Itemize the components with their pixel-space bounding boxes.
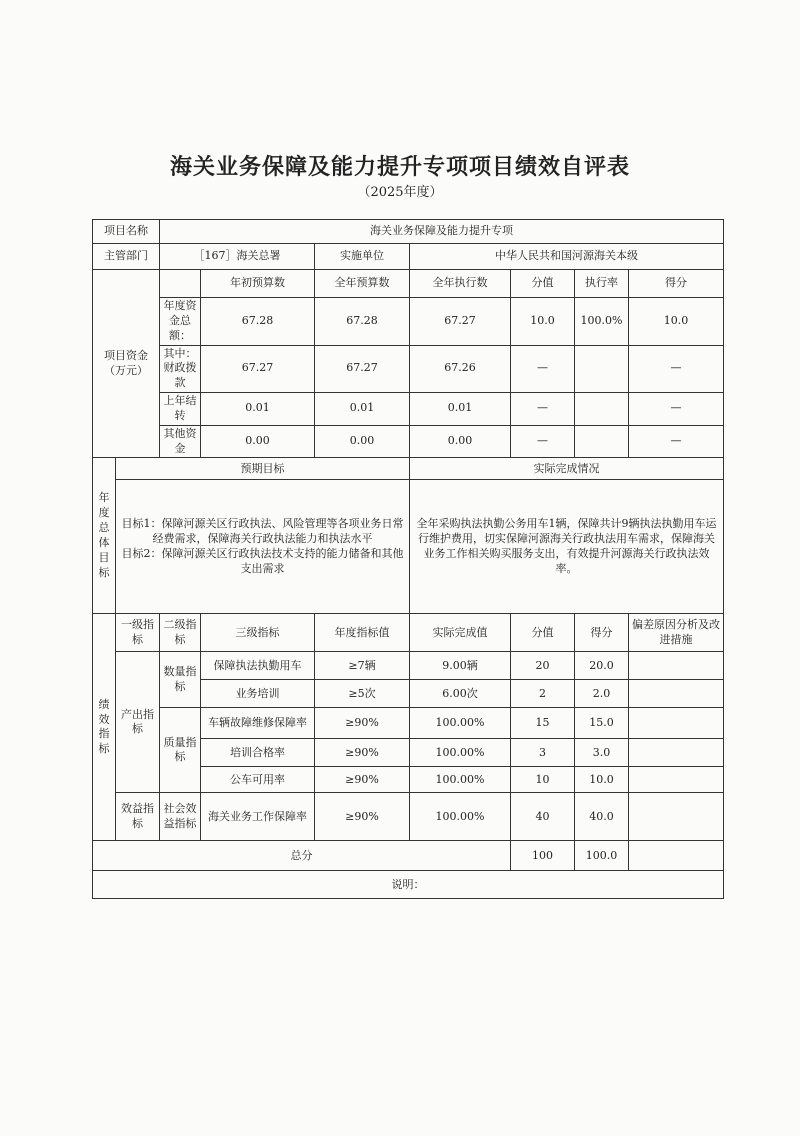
funds-cell: 0.00: [315, 425, 410, 458]
funds-row-name: 其中：财政拨款: [160, 345, 201, 393]
funds-cell: —: [629, 345, 724, 393]
funds-cell: —: [511, 345, 575, 393]
indicator-target: ≥90%: [315, 793, 410, 841]
remark-row: [93, 871, 724, 899]
funds-row: [93, 425, 724, 458]
indicator-header: 二级指标: [160, 614, 201, 652]
indicator-target: ≥90%: [315, 708, 410, 739]
evaluation-table: [92, 219, 724, 899]
department-row: [93, 244, 724, 270]
indicator-actual: 6.00次: [410, 680, 511, 708]
funds-cell: 10.0: [511, 298, 575, 346]
indicator-row: [93, 708, 724, 739]
funds-header: 分值: [511, 270, 575, 298]
funds-cell: [575, 345, 629, 393]
indicator-score: 40: [511, 793, 575, 841]
funds-cell: 67.27: [315, 345, 410, 393]
project-name-label: 项目名称: [93, 220, 160, 244]
funds-header: 全年执行数: [410, 270, 511, 298]
indicator-target: ≥7辆: [315, 652, 410, 680]
indicators-label: [93, 614, 116, 841]
funds-header: 全年预算数: [315, 270, 410, 298]
indicator-target: ≥5次: [315, 680, 410, 708]
indicator-got: 40.0: [575, 793, 629, 841]
funds-cell: 67.28: [315, 298, 410, 346]
indicator-got: 3.0: [575, 739, 629, 767]
indicator-name: 车辆故障维修保障率: [201, 708, 315, 739]
project-name-value: 海关业务保障及能力提升专项: [160, 220, 724, 244]
indicators-header-row: [93, 614, 724, 652]
funds-cell: 67.27: [410, 298, 511, 346]
funds-row: [93, 298, 724, 346]
social-benefit-indicators-label: 社会效益指标: [160, 793, 201, 841]
funds-header: 执行率: [575, 270, 629, 298]
implementing-unit-label: 实施单位: [315, 244, 410, 270]
indicator-target: ≥90%: [315, 739, 410, 767]
total-score: 100: [511, 841, 575, 871]
benefit-indicators-label: 效益指标: [116, 793, 160, 841]
annual-goals-label-text: 年度总体目标: [98, 491, 110, 579]
funds-cell: 0.01: [410, 393, 511, 426]
funds-cell: 0.00: [410, 425, 511, 458]
project-name-row: [93, 220, 724, 244]
indicator-header: 分值: [511, 614, 575, 652]
indicator-score: 15: [511, 708, 575, 739]
indicator-name: 业务培训: [201, 680, 315, 708]
indicator-header: 实际完成值: [410, 614, 511, 652]
indicator-score: 3: [511, 739, 575, 767]
annual-goals-label: [93, 458, 116, 614]
funds-row: [93, 345, 724, 393]
funds-cell: 67.27: [201, 345, 315, 393]
total-note: [629, 841, 724, 871]
indicator-actual: 9.00辆: [410, 652, 511, 680]
funds-cell: 0.01: [201, 393, 315, 426]
funds-header-row: [93, 270, 724, 298]
indicator-got: 15.0: [575, 708, 629, 739]
indicator-header: 得分: [575, 614, 629, 652]
indicator-got: 10.0: [575, 767, 629, 793]
output-indicators-label: 产出指标: [116, 652, 160, 793]
indicator-note: [629, 680, 724, 708]
goal-line: 目标1：保障河源关区行政执法、风险管理等各项业务日常经费需求，保障海关行政执法能力和执法水平: [121, 517, 404, 546]
indicator-name: 保障执法执勤用车: [201, 652, 315, 680]
goal-line: 目标2：保障河源关区行政执法技术支持的能力储备和其他支出需求: [121, 546, 404, 575]
indicator-actual: 100.00%: [410, 793, 511, 841]
indicator-row: [93, 652, 724, 680]
remark-label: 说明：: [93, 871, 724, 899]
indicator-note: [629, 652, 724, 680]
expected-goals-header: 预期目标: [116, 458, 410, 480]
implementing-unit-value: 中华人民共和国河源海关本级: [410, 244, 724, 270]
indicator-score: 2: [511, 680, 575, 708]
funds-cell: 0.00: [201, 425, 315, 458]
funds-header: 得分: [629, 270, 724, 298]
indicator-score: 20: [511, 652, 575, 680]
funds-row-name: 年度资金总额：: [160, 298, 201, 346]
indicator-header: 年度指标值: [315, 614, 410, 652]
funds-row: [93, 393, 724, 426]
department-value: ［167］海关总署: [160, 244, 315, 270]
indicator-row: [93, 793, 724, 841]
indicator-name: 公车可用率: [201, 767, 315, 793]
department-label: 主管部门: [93, 244, 160, 270]
funds-cell: —: [629, 393, 724, 426]
funds-header: 年初预算数: [201, 270, 315, 298]
indicator-header: 偏差原因分析及改进措施: [629, 614, 724, 652]
funds-cell: [575, 393, 629, 426]
funds-cell: —: [511, 425, 575, 458]
funds-label: 项目资金（万元）: [93, 270, 160, 458]
page-title: 海关业务保障及能力提升专项项目绩效自评表: [169, 155, 630, 180]
page-subtitle: （2025年度）: [357, 185, 443, 200]
indicator-note: [629, 739, 724, 767]
indicator-note: [629, 708, 724, 739]
indicator-actual: 100.00%: [410, 708, 511, 739]
goals-header-row: [93, 458, 724, 480]
indicator-got: 2.0: [575, 680, 629, 708]
funds-cell: 67.28: [201, 298, 315, 346]
indicator-note: [629, 767, 724, 793]
quality-indicators-label: 质量指标: [160, 708, 201, 793]
funds-cell: 100.0%: [575, 298, 629, 346]
total-label: 总分: [93, 841, 511, 871]
indicator-name: 培训合格率: [201, 739, 315, 767]
funds-cell: [575, 425, 629, 458]
funds-cell: —: [511, 393, 575, 426]
goals-content-row: [93, 480, 724, 614]
indicators-label-text: 绩效指标: [98, 697, 110, 756]
indicator-header: 一级指标: [116, 614, 160, 652]
funds-cell: 0.01: [315, 393, 410, 426]
indicator-name: 海关业务工作保障率: [201, 793, 315, 841]
actual-completion-header: 实际完成情况: [410, 458, 724, 480]
indicator-got: 20.0: [575, 652, 629, 680]
indicator-actual: 100.00%: [410, 739, 511, 767]
funds-cell: 67.26: [410, 345, 511, 393]
funds-cell: 10.0: [629, 298, 724, 346]
funds-cell: —: [629, 425, 724, 458]
funds-corner-cell: [160, 270, 201, 298]
funds-row-name: 其他资金: [160, 425, 201, 458]
indicator-note: [629, 793, 724, 841]
quantity-indicators-label: 数量指标: [160, 652, 201, 708]
indicator-actual: 100.00%: [410, 767, 511, 793]
indicator-header: 三级指标: [201, 614, 315, 652]
total-row: [93, 841, 724, 871]
total-got: 100.0: [575, 841, 629, 871]
expected-goals-text: [116, 480, 410, 614]
indicator-target: ≥90%: [315, 767, 410, 793]
funds-row-name: 上年结转: [160, 393, 201, 426]
actual-completion-text: 全年采购执法执勤公务用车1辆，保障共计9辆执法执勤用车运行维护费用，切实保障河源海关行政执法用车需求，保障海关业务工作相关购买服务支出，有效提升河源海关行政执法效率。: [410, 480, 724, 614]
indicator-score: 10: [511, 767, 575, 793]
